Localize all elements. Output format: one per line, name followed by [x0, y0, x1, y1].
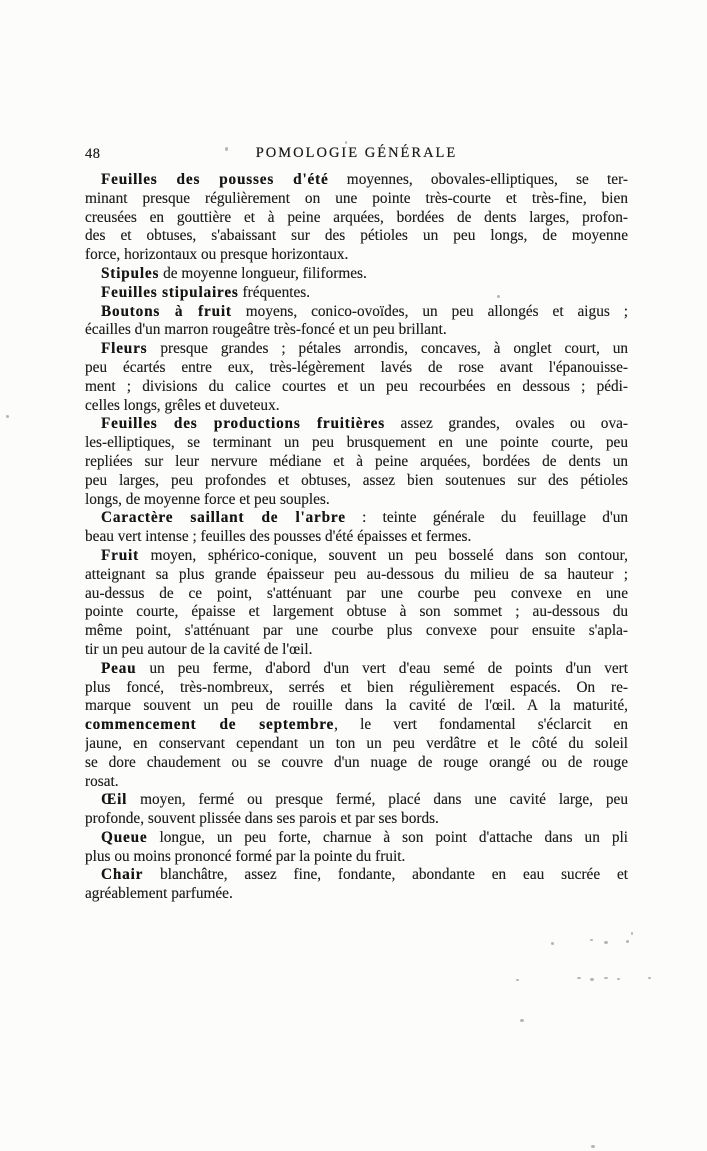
body-text: moyen, sphérico-conique, souvent un peu bosselé dans son contour,	[139, 546, 628, 564]
scan-speck	[590, 978, 594, 981]
body-text: blanchâtre, assez fine, fondante, abondante en eau sucrée et	[143, 866, 628, 884]
text-line	[85, 622, 628, 641]
body-text: moyennes, obovales-elliptiques, se ter-	[328, 171, 628, 188]
scan-speck	[604, 941, 608, 944]
scan-speck	[225, 147, 228, 151]
scan-speck	[497, 295, 500, 298]
body-text: minant presque régulièrement on une pointe très-courte et très-fine, bien	[85, 189, 628, 207]
text-line	[85, 829, 628, 848]
body-text: se dore chaudement ou se couvre d'un nuage de rouge orangé ou de rouge	[85, 753, 628, 771]
paragraph	[85, 415, 628, 509]
text-line	[85, 509, 628, 528]
bold-lead: Fruit	[101, 546, 139, 564]
text-line	[85, 660, 628, 679]
text-line	[85, 679, 628, 698]
scan-speck	[648, 977, 651, 979]
text-line	[85, 866, 628, 885]
body-text: , le vert fondamental s'éclarcit en	[334, 716, 628, 734]
scan-speck	[591, 1145, 595, 1148]
bold-lead: Stipules	[101, 264, 160, 282]
text-line	[85, 472, 628, 491]
body-text: peu écartés entre eux, très-légèrement lavés de rose avant l'épanouisse-	[85, 358, 628, 376]
bold-lead: Caractère saillant de l'arbre	[101, 509, 346, 527]
body-text: jaune, en conservant cependant un ton un peu verdâtre et le côté du soleil	[85, 734, 628, 752]
scan-speck	[577, 977, 581, 979]
text-line	[85, 716, 628, 735]
text-block	[85, 171, 628, 904]
text-line	[85, 528, 628, 547]
scan-speck	[604, 977, 608, 979]
body-text: moyen, fermé ou presque fermé, placé dans une cavité large, peu	[127, 791, 628, 809]
running-title: POMOLOGIE GÉNÉRALE	[255, 145, 458, 161]
body-text: les-elliptiques, se terminant un peu brusquement en une pointe courte, peu	[85, 434, 628, 452]
scan-speck	[6, 415, 9, 418]
text-line	[85, 246, 628, 265]
text-line	[85, 810, 628, 829]
text-line	[85, 697, 628, 716]
paragraph	[85, 284, 628, 303]
body-text: moyens, conico-ovoïdes, un peu allongés et aigus ;	[231, 302, 628, 320]
text-line	[85, 735, 628, 754]
scan-speck	[626, 940, 629, 943]
body-text: un peu ferme, d'abord d'un vert d'eau semé de points d'un vert	[136, 659, 628, 677]
body-text: peu larges, peu profondes et obtuses, assez bien soutenues sur des pétioles	[85, 471, 628, 489]
text-line	[85, 754, 628, 773]
body-text: creusées en gouttière et à peine arquées, bordées de dents larges, profon-	[85, 208, 628, 226]
body-text: presque grandes ; pétales arrondis, concaves, à onglet court, un	[147, 340, 628, 358]
body-text: tir un peu autour de la cavité de l'œil.	[85, 640, 313, 658]
text-line	[85, 303, 628, 322]
text-line	[85, 641, 628, 660]
body-text: profonde, souvent plissée dans ses parois et par ses bords.	[85, 810, 439, 828]
body-text: plus ou moins prononcé formé par la pointe du fruit.	[85, 847, 406, 865]
body-text: celles longs, grêles et duveteux.	[85, 396, 280, 414]
body-text: des et obtuses, s'abaissant sur des pétioles un peu longs, de moyenne	[85, 227, 628, 245]
body-text: rosat.	[85, 772, 119, 790]
text-line	[85, 284, 628, 303]
body-text: ment ; divisions du calice courtes et un peu recourbées en dessous ; pédi-	[85, 377, 628, 395]
page-header	[85, 145, 628, 165]
bold-lead: commencement de septembre	[85, 716, 335, 734]
paragraph	[85, 829, 628, 867]
text-line	[85, 397, 628, 416]
text-line	[85, 547, 628, 566]
body-text: pointe courte, épaisse et largement obtuse à son sommet ; au-dessous du	[85, 603, 628, 621]
scan-speck	[617, 978, 620, 980]
bold-lead: Boutons à fruit	[101, 302, 232, 320]
body-text: longs, de moyenne force et peu souples.	[85, 490, 330, 508]
text-line	[85, 773, 628, 792]
text-line	[85, 265, 628, 284]
body-text: écailles d'un marron rougeâtre très-foncé et un peu brillant.	[85, 321, 447, 339]
scan-speck	[345, 141, 347, 144]
bold-lead: Œil	[101, 791, 128, 809]
paragraph	[85, 265, 628, 284]
paragraph	[85, 171, 628, 265]
body-text: assez grandes, ovales ou ova-	[385, 415, 628, 433]
scan-speck	[590, 939, 593, 941]
scan-speck	[520, 1019, 524, 1022]
text-line	[85, 434, 628, 453]
body-text: beau vert intense ; feuilles des pousses d'été épaisses et fermes.	[85, 528, 472, 546]
text-line	[85, 585, 628, 604]
paragraph	[85, 303, 628, 341]
text-line	[85, 848, 628, 867]
paragraph	[85, 791, 628, 829]
text-line	[85, 171, 628, 190]
text-line	[85, 491, 628, 510]
paragraph	[85, 866, 628, 904]
text-line	[85, 227, 628, 246]
body-text: au-dessus de ce point, s'atténuant par une courbe peu convexe en une	[85, 584, 628, 602]
paragraph	[85, 340, 628, 415]
bold-lead: Feuilles des pousses d'été	[101, 171, 329, 188]
bold-lead: Fleurs	[101, 340, 148, 358]
bold-lead: Queue	[101, 828, 148, 846]
text-line	[85, 359, 628, 378]
text-line	[85, 321, 628, 340]
paragraph	[85, 660, 628, 792]
text-line	[85, 885, 628, 904]
bold-lead: Feuilles stipulaires	[101, 283, 239, 301]
text-line	[85, 209, 628, 228]
paragraph	[85, 509, 628, 547]
body-text: même point, s'atténuant par une courbe plus convexe pour ensuite s'apla-	[85, 622, 628, 640]
body-text: fréquentes.	[238, 283, 311, 301]
body-text: longue, un peu forte, charnue à son point d'attache dans un pli	[147, 828, 628, 846]
text-line	[85, 603, 628, 622]
body-text: atteignant sa plus grande épaisseur peu au-dessous du milieu de sa hauteur ;	[85, 565, 628, 583]
scan-speck	[631, 932, 633, 935]
page-number: 48	[85, 146, 101, 162]
body-text: plus foncé, très-nombreux, serrés et bien régulièrement espacés. On re-	[85, 678, 628, 696]
text-line	[85, 340, 628, 359]
scan-speck	[516, 979, 519, 981]
text-line	[85, 566, 628, 585]
bold-lead: Chair	[101, 866, 144, 884]
text-line	[85, 453, 628, 472]
body-text: agréablement parfumée.	[85, 885, 233, 903]
body-text: force, horizontaux ou presque horizontaux.	[85, 246, 349, 264]
body-text: de moyenne longueur, filiformes.	[159, 264, 367, 282]
bold-lead: Peau	[101, 659, 137, 677]
bold-lead: Feuilles des productions fruitières	[101, 415, 385, 433]
text-line	[85, 791, 628, 810]
body-text: marque souvent un peu de rouille dans la cavité de l'œil. A la maturité,	[85, 697, 628, 715]
body-text: repliées sur leur nervure médiane et à peine arquées, bordées de dents un	[85, 452, 628, 470]
text-line	[85, 378, 628, 397]
text-line	[85, 415, 628, 434]
scan-speck	[551, 942, 554, 945]
text-line	[85, 190, 628, 209]
body-text: : teinte générale du feuillage d'un	[345, 509, 628, 527]
paragraph	[85, 547, 628, 660]
